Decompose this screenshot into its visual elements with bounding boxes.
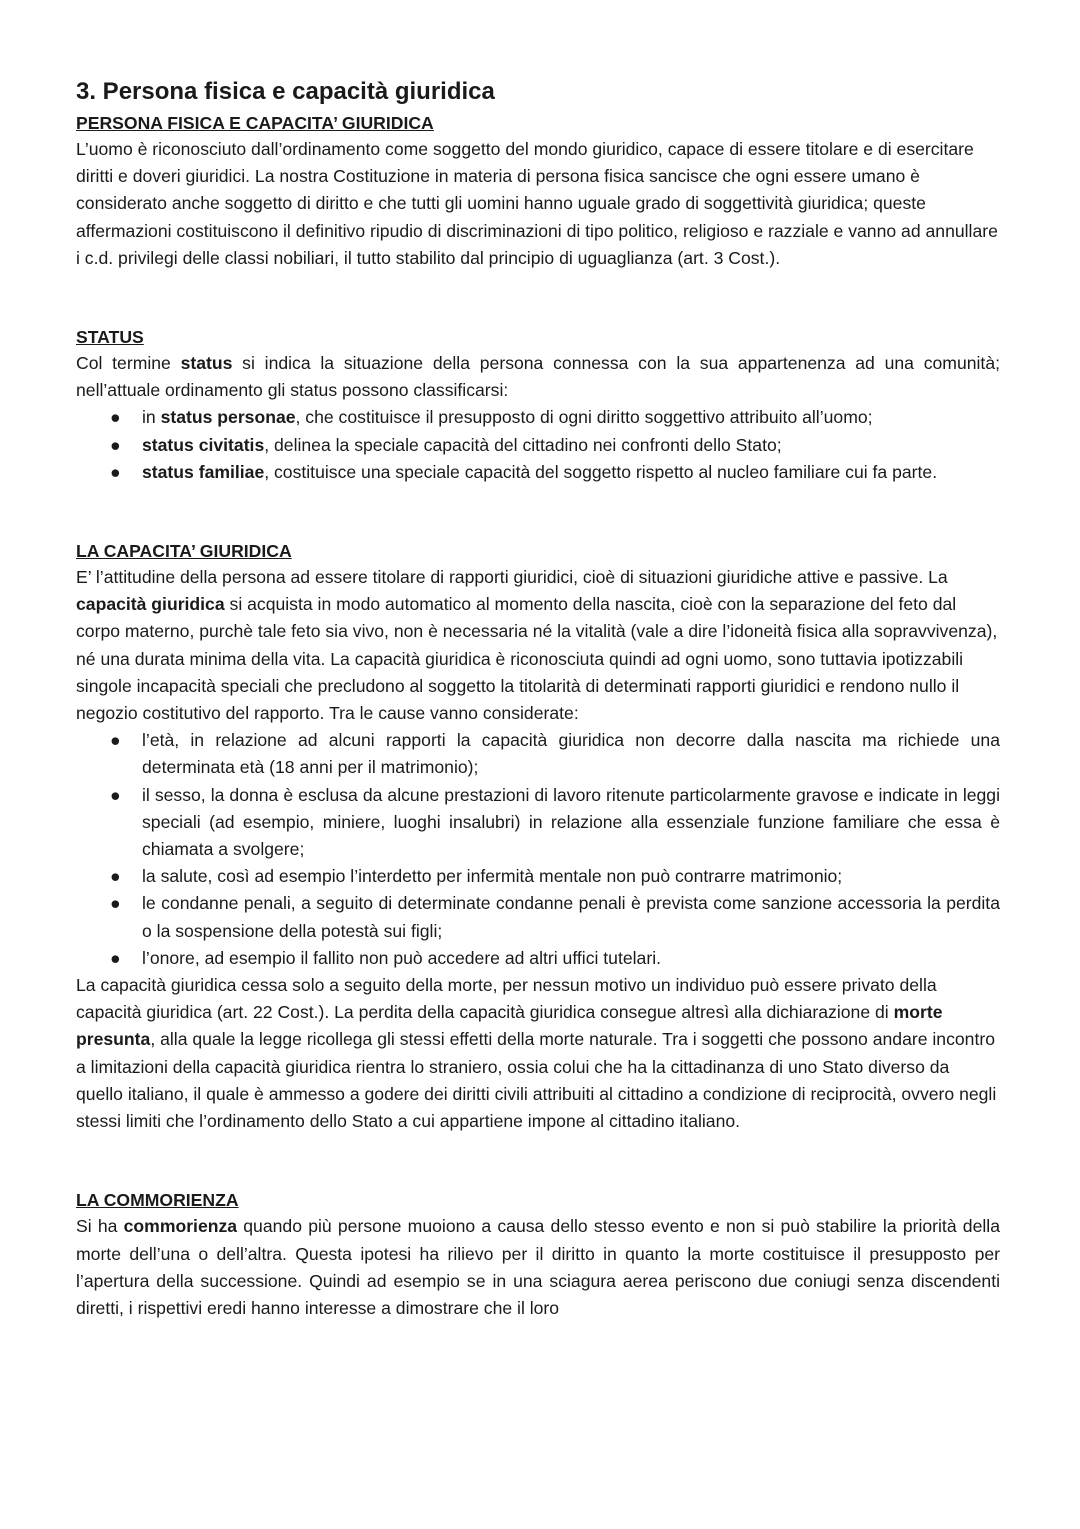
section-paragraph-capacita-1 [76, 564, 1000, 727]
text-run: si acquista in modo automatico al momento della nascita, cioè con la separazione del feto dal corpo materno, purchè tale feto sia vivo, non è necessaria né la vitalità (vale a dire l’idoneità fisica alla sopravvivenza), né una durata minima della vita. La capacità giuridica è riconosciuta quindi ad ogni uomo, sono tuttavia ipotizzabili singole incapacità speciali che precludono al soggetto la titolarità di determinati rapporti giuridici e rendono nullo il negozio costitutivo del rapporto. Tra le cause vanno considerate: [76, 594, 998, 724]
list-item [76, 404, 1000, 431]
spacer [76, 272, 1000, 324]
bullet-icon: ● [110, 461, 121, 482]
section-heading-capacita: LA CAPACITA’ GIURIDICA [76, 541, 292, 562]
list-item [76, 945, 1000, 972]
text-run: in [142, 407, 161, 428]
text-run: quando più persone muoiono a causa dello stesso evento e non si può stabilire la priorità della morte dell’una o dell’altra. Questa ipotesi ha rilievo per il diritto in quanto la morte costituisce il presupposto per l’apertura della successione. Quindi ad esempio se in una sciagura aerea periscono due coniugi senza discendenti diretti, i rispettivi eredi hanno interesse a dimostrare che il loro [76, 1216, 1000, 1318]
text-run: la salute, così ad esempio l’interdetto per infermità mentale non può contrarre matrimonio; [142, 866, 843, 887]
text-run: Col termine [76, 353, 181, 374]
text-run: Si ha [76, 1216, 124, 1237]
text-run: , delinea la speciale capacità del cittadino nei confronti dello Stato; [264, 434, 782, 455]
text-run: , alla quale la legge ricollega gli stessi effetti della morte naturale. Tra i soggetti che possono andare incontro a limitazioni della capacità giuridica rientra lo straniero, ossia colui che ha la cittadinanza di uno Stato diverso da quello italiano, il quale è ammesso a godere dei diritti civili attribuiti al cittadino a condizione di reciprocità, ovvero negli stessi limiti che l’ordinamento dello Stato a cui appartiene impone al cittadino italiano. [76, 1029, 997, 1132]
section-heading-commorienza: LA COMMORIENZA [76, 1190, 239, 1211]
list-item [76, 727, 1000, 781]
bullet-icon: ● [110, 866, 121, 887]
bullet-icon: ● [110, 434, 121, 455]
bold-term: status civitatis [142, 434, 265, 455]
status-list [76, 404, 1000, 486]
bullet-icon: ● [110, 730, 121, 751]
section-paragraph-commorienza [76, 1213, 1000, 1322]
bullet-icon: ● [110, 893, 121, 914]
text-run: l’età, in relazione ad alcuni rapporti la capacità giuridica non decorre dalla nascita ma richiede una determinata età (18 anni per il matrimonio); [142, 730, 1000, 778]
bold-term: status [180, 353, 233, 374]
bold-term: commorienza [123, 1216, 238, 1237]
list-item [76, 459, 1000, 486]
text-run: La capacità giuridica cessa solo a seguito della morte, per nessun motivo un individuo può essere privato della capacità giuridica (art. 22 Cost.). La perdita della capacità giuridica consegue altresì alla dichiarazione di [76, 975, 937, 1023]
capacita-causes-list [76, 727, 1000, 972]
text-run: le condanne penali, a seguito di determinate condanne penali è prevista come sanzione accessoria la perdita o la sospensione della potestà sui figli; [142, 893, 1000, 941]
text-run: , costituisce una speciale capacità del soggetto rispetto al nucleo familiare cui fa parte. [264, 461, 938, 482]
bold-term: capacità giuridica [76, 594, 225, 615]
text-run: il sesso, la donna è esclusa da alcune prestazioni di lavoro ritenute particolarmente gravose e indicate in leggi speciali (ad esempio, miniere, luoghi insalubri) in relazione alla essenziale funzione familiare che essa è chiamata a svolgere; [142, 784, 1000, 860]
section-paragraph-status [76, 350, 1000, 404]
bullet-icon: ● [110, 947, 121, 968]
list-item [76, 890, 1000, 944]
document-page [76, 74, 1000, 1322]
text-run: , che costituisce il presupposto di ogni diritto soggettivo attribuito all’uomo; [295, 407, 873, 428]
page-title: 3. Persona fisica e capacità giuridica [76, 78, 495, 105]
bullet-icon: ● [110, 407, 121, 428]
text-run: l’onore, ad esempio il fallito non può accedere ad altri uffici tutelari. [142, 947, 661, 968]
bold-term: morte presunta [76, 1002, 943, 1050]
text-run: E’ l’attitudine della persona ad essere titolare di rapporti giuridici, cioè di situazioni giuridiche attive e passive. La [76, 567, 948, 588]
bullet-icon: ● [110, 784, 121, 805]
bold-term: status personae [160, 407, 296, 428]
section-paragraph-persona: L’uomo è riconosciuto dall’ordinamento come soggetto del mondo giuridico, capace di essere titolare e di esercitare diritti e doveri giuridici. La nostra Costituzione in materia di persona fisica sancisce che ogni essere umano è considerato anche soggetto di diritto e che tutti gli uomini hanno uguale grado di soggettività giuridica; queste affermazioni costituiscono il definitivo ripudio di discriminazioni di tipo politico, religioso e razziale e vanno ad annullare i c.d. privilegi delle classi nobiliari, il tutto stabilito dal principio di uguaglianza (art. 3 Cost.). [76, 139, 998, 268]
spacer [76, 1135, 1000, 1187]
text-run: si indica la situazione della persona connessa con la sua appartenenza ad una comunità; nell’attuale ordinamento gli status possono classificarsi: [76, 353, 1000, 401]
bold-term: status familiae [142, 461, 265, 482]
spacer [76, 486, 1000, 538]
section-paragraph-capacita-2 [76, 972, 1000, 1135]
list-item [76, 432, 1000, 459]
section-heading-persona: PERSONA FISICA E CAPACITA’ GIURIDICA [76, 113, 434, 133]
list-item [76, 863, 1000, 890]
section-heading-status: STATUS [76, 327, 144, 348]
list-item [76, 782, 1000, 864]
